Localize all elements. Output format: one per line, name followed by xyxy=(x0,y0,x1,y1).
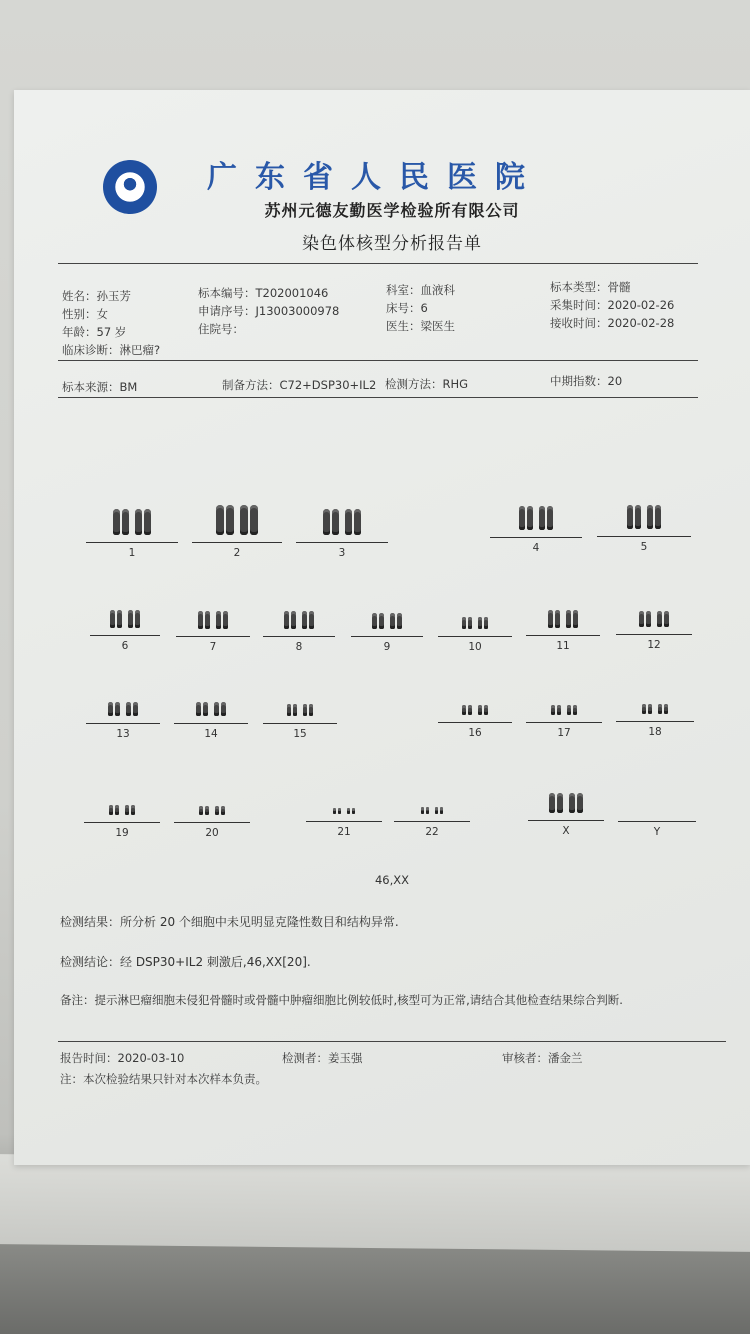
under-sheet xyxy=(0,1154,750,1252)
chromosome-image xyxy=(90,610,160,632)
chromosome-pair-9 xyxy=(351,615,423,653)
divider-info xyxy=(58,360,698,361)
chromosome-baseline xyxy=(306,821,382,822)
chromosome-label: 4 xyxy=(532,542,540,554)
chromosome-image xyxy=(616,699,694,718)
chromosome-baseline xyxy=(86,723,160,724)
receive-time: 接收时间：2020-02-28 xyxy=(550,316,675,330)
chromosome-image xyxy=(86,509,178,539)
patient-sex: 性别：女 xyxy=(62,307,108,321)
chromosome-image xyxy=(176,611,250,633)
patient-age: 年龄：57 岁 xyxy=(62,325,127,339)
chromosome-baseline xyxy=(174,822,250,823)
chromosome-image xyxy=(174,800,250,819)
chromosome-label: 12 xyxy=(647,639,661,651)
chromosome-pair-y xyxy=(618,815,696,838)
department: 科室：血液科 xyxy=(386,283,455,297)
chromosome-image xyxy=(263,611,335,633)
chromosome-baseline xyxy=(86,542,178,543)
chromosome-baseline xyxy=(526,635,600,636)
chromosome-label: 17 xyxy=(557,727,571,739)
chromosome-label: 14 xyxy=(204,728,218,740)
report-title: 染色体核型分析报告单 xyxy=(302,234,482,254)
doctor: 医生：梁医生 xyxy=(386,319,455,333)
divider-top xyxy=(58,263,698,264)
chromosome-label: 9 xyxy=(383,641,391,653)
chromosome-pair-19 xyxy=(84,807,160,839)
chromosome-label: X xyxy=(562,825,570,837)
chromosome-image xyxy=(438,700,512,719)
reviewer: 审核者：潘金兰 xyxy=(502,1051,583,1065)
chromosome-baseline xyxy=(597,536,691,537)
divider-footer xyxy=(58,1041,726,1042)
chromosome-baseline xyxy=(90,635,160,636)
chromosome-label: 15 xyxy=(293,728,307,740)
chromosome-label: 5 xyxy=(640,541,648,553)
chromosome-image xyxy=(597,505,691,533)
chromosome-baseline xyxy=(438,722,512,723)
chromosome-baseline xyxy=(296,542,388,543)
chromosome-pair-5 xyxy=(597,507,691,553)
chromosome-pair-6 xyxy=(90,612,160,652)
preparation-method: 制备方法：C72+DSP30+IL2 xyxy=(222,378,377,392)
chromosome-baseline xyxy=(526,722,602,723)
chromosome-pair-11 xyxy=(526,612,600,652)
chromosome-pair-3 xyxy=(296,511,388,559)
chromosome-label: 6 xyxy=(121,640,129,652)
chromosome-baseline xyxy=(174,723,248,724)
karyotype: 46,XX xyxy=(374,873,410,887)
chromosome-baseline xyxy=(490,537,582,538)
chromosome-pair-13 xyxy=(86,704,160,740)
test-result: 检测结果：所分析 20 个细胞中未见明显克隆性数目和结构异常. xyxy=(60,915,399,929)
chromosome-image xyxy=(306,799,382,818)
chromosome-image xyxy=(526,610,600,632)
chromosome-image xyxy=(86,701,160,720)
chromosome-pair-2 xyxy=(192,507,282,559)
chromosome-label: 1 xyxy=(128,547,136,559)
chromosome-baseline xyxy=(394,821,470,822)
chromosome-image xyxy=(263,701,337,720)
chromosome-label: 8 xyxy=(295,641,303,653)
chromosome-baseline xyxy=(616,721,694,722)
clinical-diagnosis: 临床诊断：淋巴瘤? xyxy=(62,343,161,357)
chromosome-image xyxy=(438,614,512,633)
metaphase-index: 中期指数：20 xyxy=(550,374,623,388)
chromosome-baseline xyxy=(263,636,335,637)
specimen-type: 标本类型：骨髓 xyxy=(550,280,631,294)
chromosome-pair-21 xyxy=(306,810,382,838)
remark: 备注：提示淋巴瘤细胞未侵犯骨髓时或骨髓中肿瘤细胞比例较低时,核型可为正常,请结合其他检查结果综合判断. xyxy=(60,993,623,1007)
chromosome-pair-12 xyxy=(616,613,692,651)
chromosome-baseline xyxy=(351,636,423,637)
report-time: 报告时间：2020-03-10 xyxy=(60,1051,185,1065)
chromosome-baseline xyxy=(528,820,604,821)
chromosome-image xyxy=(526,700,602,719)
chromosome-label: 10 xyxy=(468,641,482,653)
bed-number: 床号：6 xyxy=(386,301,428,315)
chromosome-pair-8 xyxy=(263,613,335,653)
patient-name: 姓名：孙玉芳 xyxy=(62,289,131,303)
lab-name: 苏州元德友勤医学检验所有限公司 xyxy=(264,201,520,220)
chromosome-baseline xyxy=(192,542,282,543)
detection-method: 检测方法：RHG xyxy=(385,377,469,391)
collect-time: 采集时间：2020-02-26 xyxy=(550,298,675,312)
chromosome-pair-20 xyxy=(174,808,250,839)
chromosome-label: 21 xyxy=(337,826,351,838)
chromosome-label: 3 xyxy=(338,547,346,559)
divider-method xyxy=(58,397,698,398)
chromosome-pair-22 xyxy=(394,809,470,838)
chromosome-image xyxy=(296,509,388,539)
chromosome-pair-4 xyxy=(490,508,582,554)
chromosome-pair-18 xyxy=(616,706,694,738)
chromosome-image xyxy=(351,613,423,633)
chromosome-label: 7 xyxy=(209,641,217,653)
chromosome-label: 22 xyxy=(425,826,439,838)
chromosome-pair-17 xyxy=(526,707,602,739)
hospital-name: 广东省人民医院 xyxy=(207,160,543,195)
chromosome-pair-x xyxy=(528,795,604,837)
test-conclusion: 检测结论：经 DSP30+IL2 刺激后,46,XX[20]. xyxy=(60,955,311,969)
chromosome-baseline xyxy=(263,723,337,724)
chromosome-image xyxy=(84,800,160,819)
chromosome-baseline xyxy=(616,634,692,635)
chromosome-pair-7 xyxy=(176,613,250,653)
chromosome-label: Y xyxy=(653,826,661,838)
chromosome-image xyxy=(174,701,248,720)
chromosome-label: 16 xyxy=(468,727,482,739)
chromosome-image xyxy=(528,793,604,817)
request-number: 申请序号：J13003000978 xyxy=(198,304,340,318)
chromosome-label: 2 xyxy=(233,547,241,559)
chromosome-image xyxy=(394,799,470,818)
chromosome-baseline xyxy=(438,636,512,637)
chromosome-label: 13 xyxy=(116,728,130,740)
chromosome-label: 19 xyxy=(115,827,129,839)
chromosome-baseline xyxy=(176,636,250,637)
chromosome-pair-15 xyxy=(263,706,337,740)
chromosome-pair-14 xyxy=(174,704,248,740)
chromosome-label: 11 xyxy=(556,640,570,652)
chromosome-pair-16 xyxy=(438,707,512,739)
chromosome-image xyxy=(490,506,582,534)
chromosome-baseline xyxy=(84,822,160,823)
tester: 检测者：姜玉强 xyxy=(282,1051,363,1065)
report-note: 注：本次检验结果只针对本次样本负责。 xyxy=(60,1072,267,1086)
chromosome-image xyxy=(192,505,282,539)
specimen-number: 标本编号：T202001046 xyxy=(198,286,329,300)
chromosome-image xyxy=(616,611,692,631)
chromosome-baseline xyxy=(618,821,696,822)
admission-number: 住院号： xyxy=(198,322,244,336)
chromosome-label: 18 xyxy=(648,726,662,738)
chromosome-pair-1 xyxy=(86,511,178,559)
chromosome-label: 20 xyxy=(205,827,219,839)
specimen-source: 标本来源：BM xyxy=(62,380,138,394)
chromosome-pair-10 xyxy=(438,619,512,653)
